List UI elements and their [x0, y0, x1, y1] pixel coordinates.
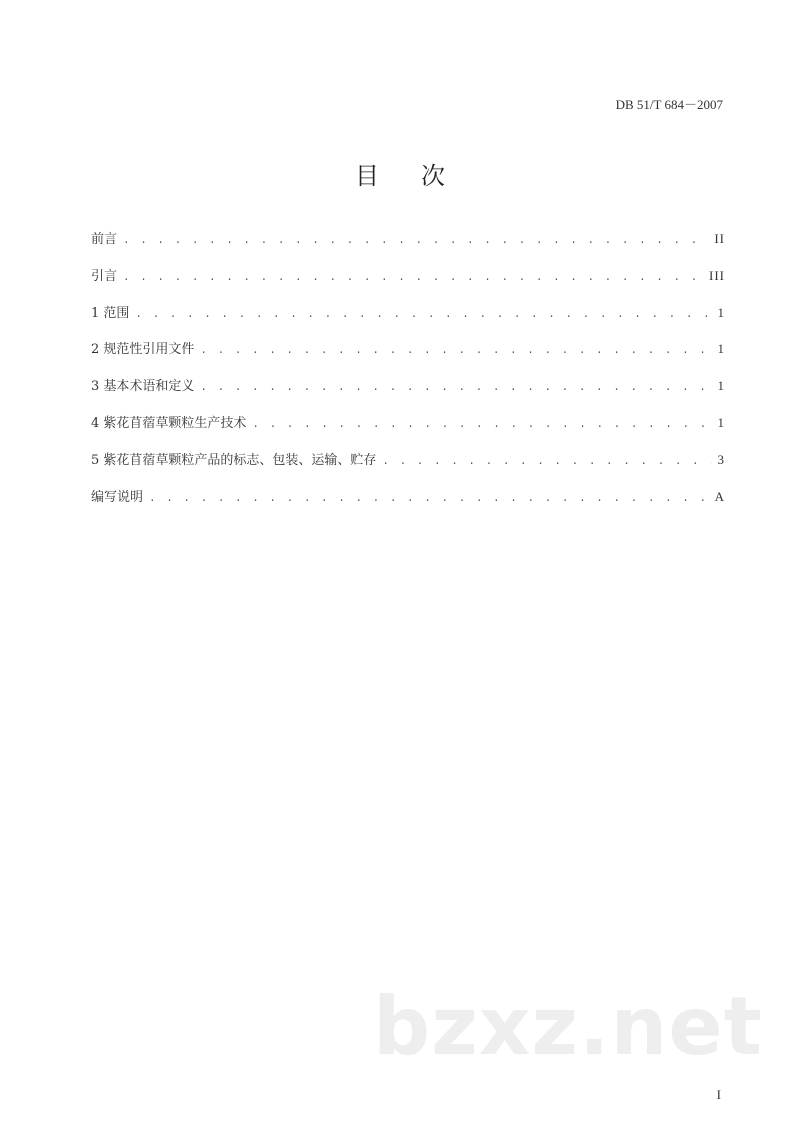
page-number: I [716, 1087, 721, 1102]
toc-entry-page: II [714, 231, 725, 246]
toc-entry-page: 1 [717, 378, 725, 394]
toc-entry-page: III [709, 267, 725, 283]
toc-entry-terms-definitions[interactable] [91, 375, 725, 412]
toc-entry-label: 编写说明 [91, 489, 144, 505]
toc-entry-normative-references[interactable] [91, 338, 725, 375]
toc-entry-page: 3 [717, 451, 725, 467]
table-of-contents [91, 228, 725, 522]
toc-entry-label: 3 基本术语和定义 [91, 379, 195, 395]
toc-entry-page: 1 [717, 414, 725, 430]
toc-dot-leader [382, 456, 711, 468]
toc-entry-label: 1 范围 [91, 305, 130, 321]
toc-dot-leader [123, 235, 708, 247]
toc-entry-label: 4 紫花苜蓿草颗粒生产技术 [91, 415, 247, 431]
toc-dot-leader [252, 419, 711, 431]
toc-dot-leader [200, 345, 711, 357]
document-code: DB 51/T 684－2007 [615, 97, 723, 112]
toc-dot-leader [200, 382, 711, 394]
toc-entry-page: A [714, 488, 725, 504]
toc-entry-label: 2 规范性引用文件 [91, 342, 195, 358]
toc-entry-introduction[interactable] [91, 265, 725, 302]
toc-entry-page: 1 [717, 304, 725, 320]
toc-dot-leader [149, 493, 709, 505]
toc-dot-leader [123, 272, 703, 284]
toc-entry-foreword[interactable] [91, 228, 725, 265]
toc-entry-label: 前言 [91, 232, 118, 247]
watermark: bzxz.net [373, 980, 763, 1073]
toc-entry-production-technology[interactable] [91, 412, 725, 449]
toc-entry-label: 5 紫花苜蓿草颗粒产品的标志、包装、运输、贮存 [91, 452, 377, 468]
page-title: 目次 [355, 162, 487, 190]
toc-entry-marking-packaging[interactable] [91, 449, 725, 486]
toc-dot-leader [135, 309, 711, 321]
toc-entry-scope[interactable] [91, 302, 725, 339]
toc-entry-label: 引言 [91, 268, 118, 284]
toc-entry-drafting-notes[interactable] [91, 486, 725, 523]
toc-entry-page: 1 [717, 341, 725, 357]
